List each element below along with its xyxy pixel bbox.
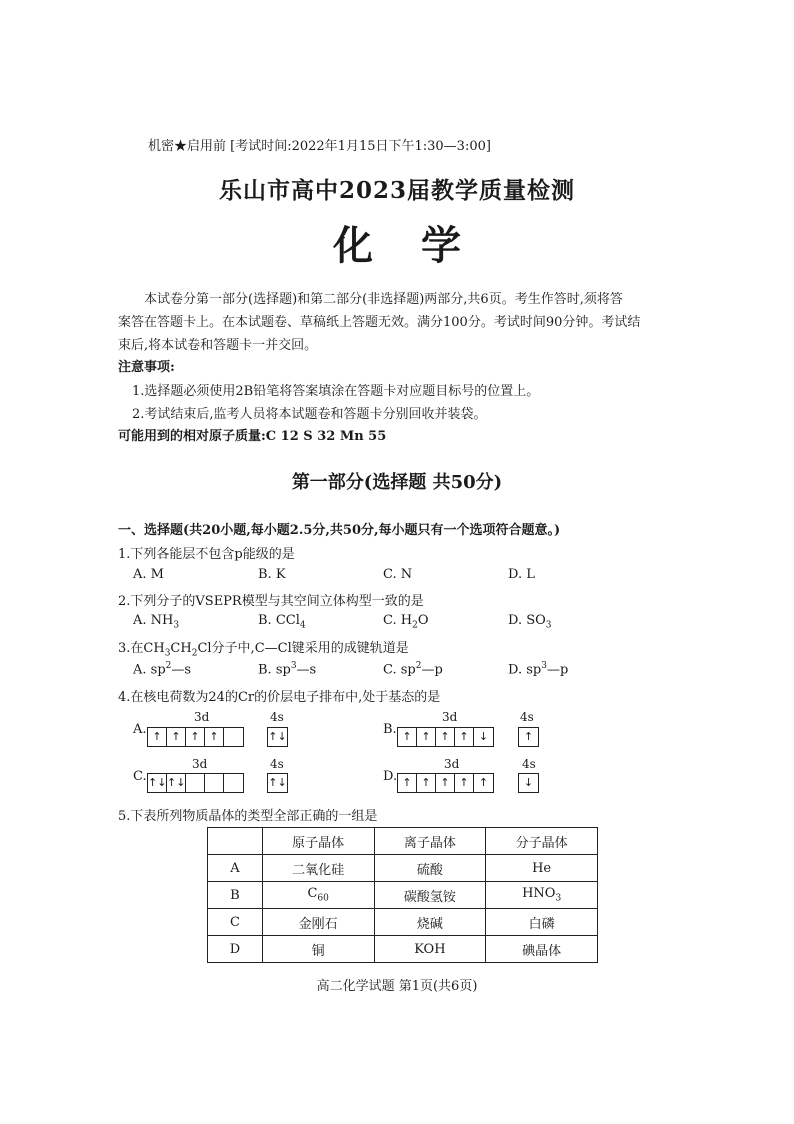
q4-option-d-letter: D. [383, 769, 398, 784]
intro-line-1: 本试卷分第一部分(选择题)和第二部分(非选择题)两部分,共6页。考生作答时,须将答 [144, 292, 623, 307]
table-cell: 离子晶体 [374, 828, 486, 855]
q4-a-4s-label: 4s [270, 710, 284, 724]
orbital-cell: ↑↓ [268, 776, 287, 789]
intro-line-2: 案答在答题卡上。在本试题卷、草稿纸上答题无效。满分100分。考试时间90分钟。考试结 [118, 315, 641, 330]
table-cell: 分子晶体 [486, 828, 598, 855]
note-item-2: 2.考试结束后,监考人员将本试题卷和答题卡分别回收并装袋。 [132, 407, 487, 422]
table-cell: 白磷 [486, 909, 598, 936]
exam-title: 乐山市高中2023届教学质量检测 [218, 177, 575, 204]
orbital-cell: ↑↓ [167, 774, 186, 792]
q1-option-a: A. M [133, 567, 164, 582]
q4-b-4s-box [518, 727, 539, 747]
table-cell: 原子晶体 [262, 828, 374, 855]
question-3-stem: 3.在$CH_3CH_2Cl$分子中,C—Cl键采用的成键轨道是 [118, 641, 409, 659]
table-row [208, 855, 598, 882]
orbital-cell: ↑ [398, 774, 417, 792]
q2-option-d: D. $SO_3$ [508, 613, 552, 631]
orbital-cell: ↑ [167, 728, 186, 746]
intro-line-3: 束后,将本试卷和答题卡一并交回。 [118, 338, 318, 353]
table-row [208, 909, 598, 936]
q2-option-a: A. $NH_3$ [133, 613, 180, 631]
q1-option-d: D. L [508, 567, 535, 582]
q4-c-3d-label: 3d [192, 757, 208, 771]
crystal-type-table [207, 827, 598, 963]
table-cell: $HNO_3$ [486, 882, 598, 909]
q4-option-b-letter: B. [383, 722, 397, 737]
atomic-mass-line: 可能用到的相对原子质量:C 12 S 32 Mn 55 [118, 429, 387, 444]
q4-a-3d-box [147, 727, 244, 747]
table-cell: 碘晶体 [486, 936, 598, 963]
table-cell: C [208, 909, 263, 936]
q4-option-a-letter: A. [133, 722, 147, 737]
notes-heading: 注意事项: [118, 360, 175, 375]
orbital-cell [224, 774, 243, 792]
orbital-cell [205, 774, 224, 792]
q4-d-4s-box [518, 773, 539, 793]
orbital-cell: ↑ [417, 728, 436, 746]
q2-option-c: C. $H_2O$ [383, 613, 429, 631]
q2-option-b: B. CCl$_4$ [258, 613, 306, 631]
q4-d-3d-label: 3d [444, 757, 460, 771]
orbital-cell: ↓ [478, 730, 489, 743]
q4-c-3d-box [147, 773, 244, 793]
q1-option-c: C. N [383, 567, 413, 582]
section-title: 第一部分(选择题 共50分) [291, 472, 503, 493]
orbital-cell [224, 728, 243, 746]
q3-option-c: C. $sp^2—p$ [383, 661, 443, 678]
q4-a-4s-box [267, 727, 288, 747]
note-item-1: 1.选择题必须使用2B铅笔将答案填涂在答题卡对应题目标号的位置上。 [132, 384, 540, 399]
table-cell: 碳酸氢铵 [374, 882, 486, 909]
question-4-stem: 4.在核电荷数为24的Cr的价层电子排布中,处于基态的是 [118, 690, 441, 705]
q4-b-3d-label: 3d [442, 710, 458, 724]
orbital-cell: ↑↓ [148, 774, 167, 792]
q3-option-b: B. $sp^3—s$ [258, 661, 317, 678]
q3-option-a: A. $sp^2—s$ [133, 661, 192, 678]
table-cell: 金刚石 [262, 909, 374, 936]
orbital-cell: ↑ [398, 728, 417, 746]
table-row [208, 882, 598, 909]
exam-secret-line: 机密★启用前 [考试时间:2022年1月15日下午1:30—3:00] [148, 139, 491, 154]
orbital-cell: ↑ [186, 728, 205, 746]
table-cell: A [208, 855, 263, 882]
page-footer: 高二化学试题 第1页(共6页) [316, 979, 478, 994]
question-5-stem: 5.下表所列物质晶体的类型全部正确的一组是 [118, 809, 378, 824]
table-header-row [208, 828, 598, 855]
orbital-cell: ↑ [455, 774, 474, 792]
table-cell: 铜 [262, 936, 374, 963]
orbital-cell [186, 774, 205, 792]
orbital-cell: ↑ [417, 774, 436, 792]
table-cell: 二氧化硅 [262, 855, 374, 882]
orbital-cell: ↑ [523, 730, 534, 743]
q4-c-4s-box [267, 773, 288, 793]
table-cell: 硫酸 [374, 855, 486, 882]
orbital-cell: ↑ [436, 728, 455, 746]
q4-b-3d-box [397, 727, 494, 747]
subject-title: 化学 [333, 222, 509, 269]
table-cell [208, 828, 263, 855]
orbital-cell: ↑ [436, 774, 455, 792]
orbital-cell: ↑ [148, 728, 167, 746]
orbital-cell: ↑ [478, 776, 489, 789]
table-cell: $C_{60}$ [262, 882, 374, 909]
table-cell: D [208, 936, 263, 963]
table-cell: 烧碱 [374, 909, 486, 936]
orbital-cell: ↑ [205, 728, 224, 746]
q4-d-3d-box [397, 773, 494, 793]
orbital-cell: ↓ [523, 776, 534, 789]
q4-c-4s-label: 4s [270, 757, 284, 771]
q4-a-3d-label: 3d [194, 710, 210, 724]
table-cell: B [208, 882, 263, 909]
orbital-cell: ↑ [455, 728, 474, 746]
q4-b-4s-label: 4s [520, 710, 534, 724]
table-cell: KOH [374, 936, 486, 963]
orbital-cell: ↑↓ [268, 730, 287, 743]
question-2-stem: 2.下列分子的VSEPR模型与其空间立体构型一致的是 [118, 594, 424, 609]
q4-option-c-letter: C. [133, 769, 147, 784]
table-cell: He [486, 855, 598, 882]
q3-option-d: D. $sp^3—p$ [508, 661, 569, 678]
q4-d-4s-label: 4s [522, 757, 536, 771]
question-1-stem: 1.下列各能层不包含p能级的是 [118, 547, 295, 562]
q1-option-b: B. K [258, 567, 286, 582]
table-row [208, 936, 598, 963]
mc-heading: 一、选择题(共20小题,每小题2.5分,共50分,每小题只有一个选项符合题意。) [118, 523, 561, 538]
